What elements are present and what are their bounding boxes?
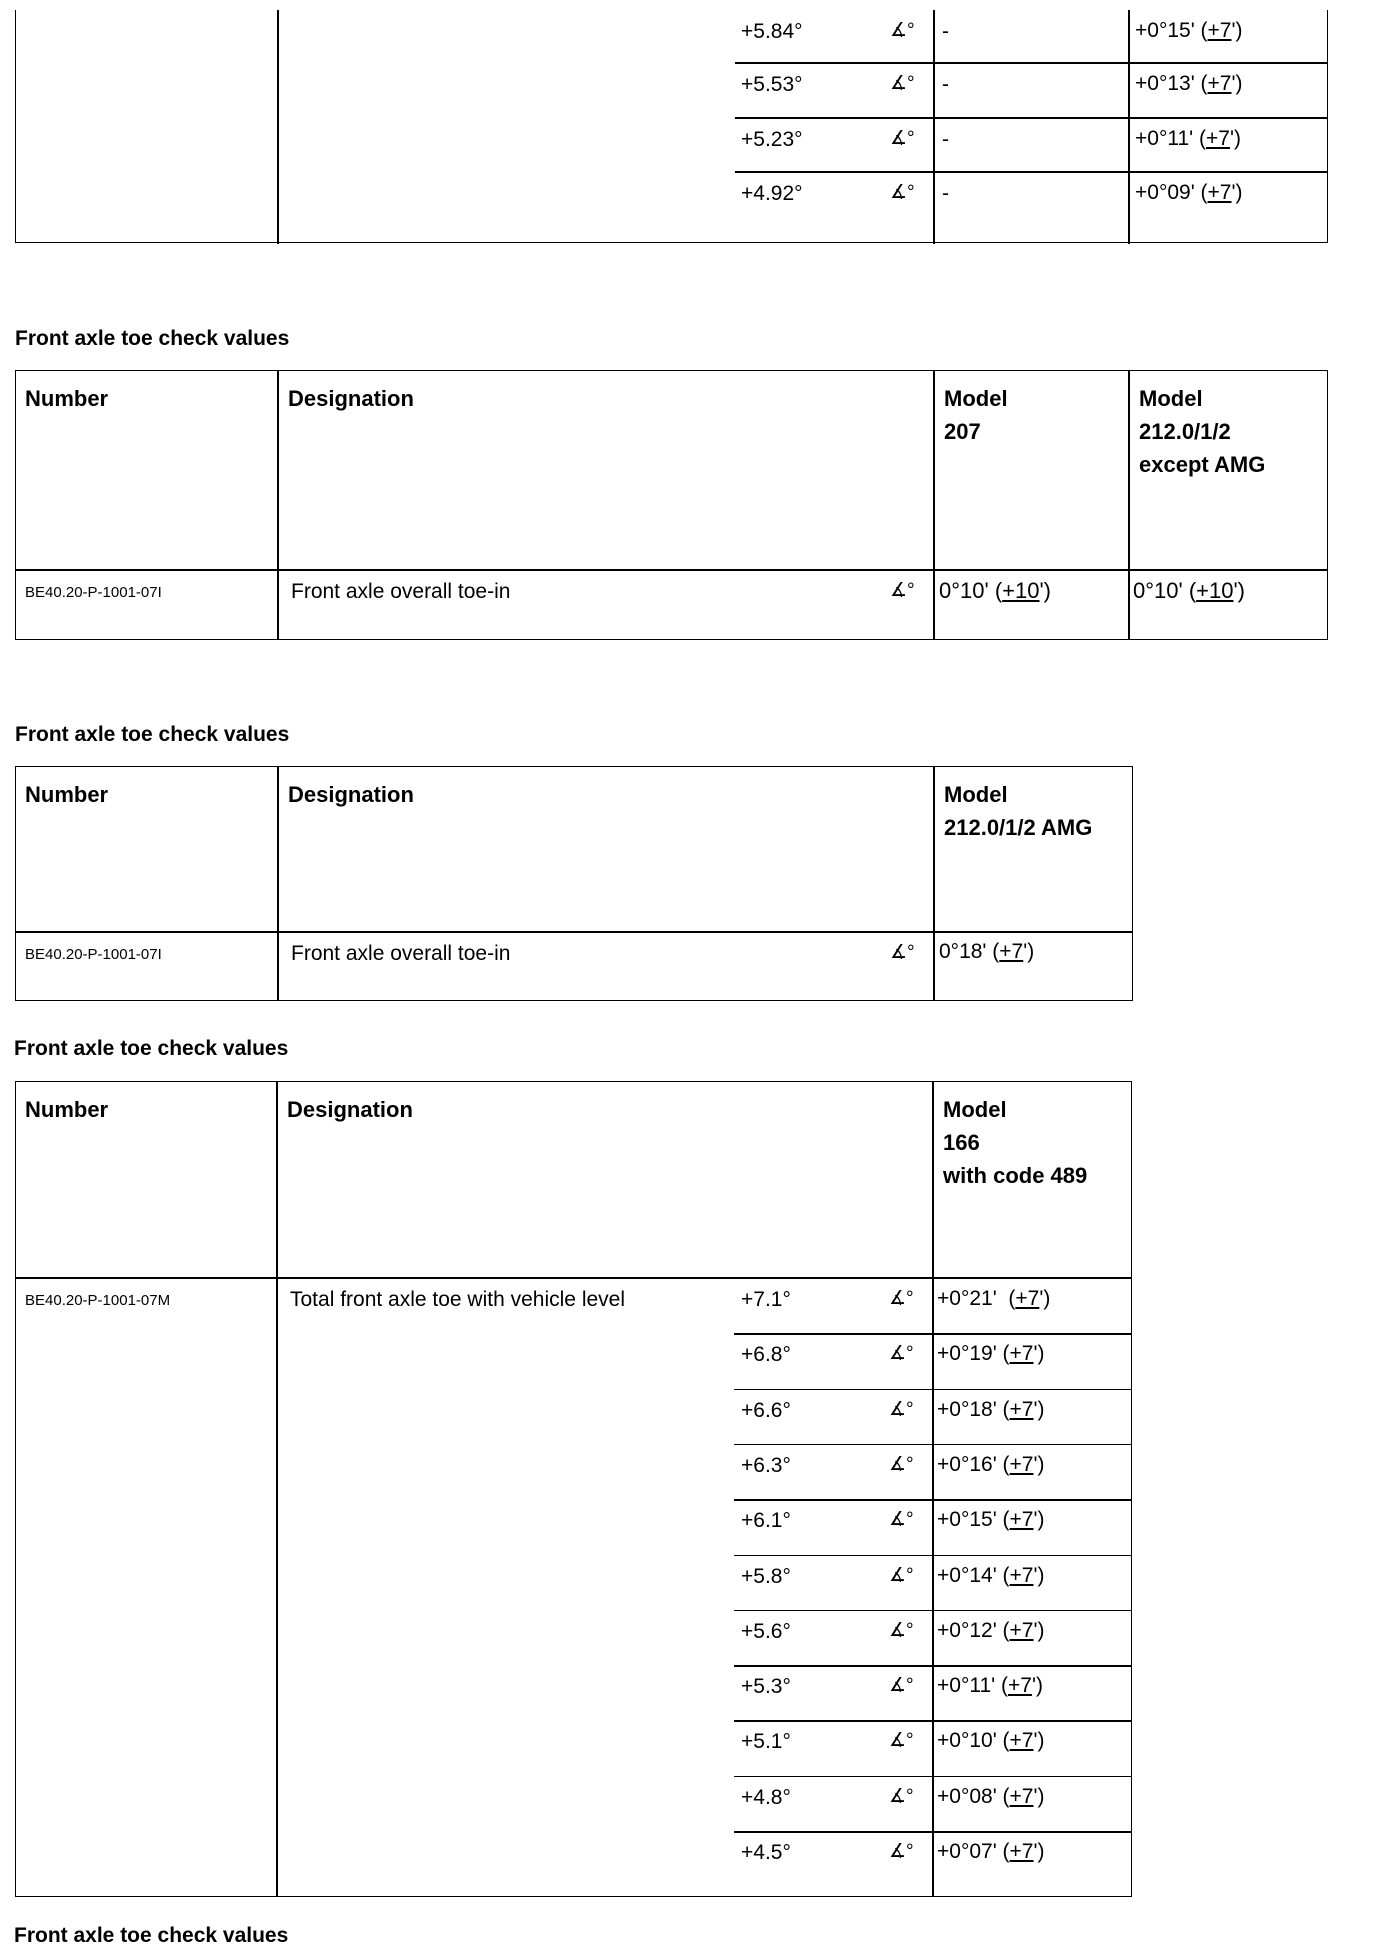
table-cell-level: +7.1°	[741, 1288, 791, 1311]
angle-symbol-icon: ∡°	[890, 73, 915, 94]
table-cell-level: +4.5°	[741, 1841, 791, 1864]
table-cell-number: BE40.20-P-1001-07I	[25, 584, 162, 601]
angle-symbol-icon: ∡°	[889, 1343, 914, 1365]
table-cell-value-b: +0°11' (+7')	[1135, 127, 1241, 150]
table-cell-level: +5.84°	[741, 20, 803, 43]
angle-symbol-icon: ∡°	[889, 1619, 914, 1641]
angle-symbol-icon: ∡°	[889, 1675, 914, 1697]
table-cell-value-a: -	[942, 20, 949, 43]
column-header-number: Number	[25, 1097, 109, 1122]
table-cell-value: +0°12' (+7')	[937, 1618, 1045, 1642]
angle-symbol-icon: ∡°	[890, 942, 915, 963]
table-cell-number: BE40.20-P-1001-07M	[25, 1292, 171, 1309]
table-cell-designation: Front axle overall toe-in	[291, 942, 511, 965]
angle-symbol-icon: ∡°	[890, 182, 915, 203]
table-cell-value: +0°11' (+7')	[937, 1674, 1043, 1698]
table-cell-value: +0°21' (+7')	[937, 1287, 1051, 1310]
table-cell-value: +0°07' (+7')	[937, 1840, 1045, 1863]
table-cell-level: +5.3°	[741, 1675, 791, 1699]
column-header-designation: Designation	[288, 782, 414, 807]
column-header-number: Number	[25, 782, 109, 807]
table-cell-level: +5.8°	[741, 1564, 791, 1588]
angle-symbol-icon: ∡°	[889, 1288, 914, 1309]
section-heading: Front axle toe check values	[14, 1037, 289, 1060]
angle-symbol-icon: ∡°	[889, 1730, 914, 1752]
table-cell-level: +5.53°	[741, 73, 803, 96]
table-cell-value: +0°19' (+7')	[937, 1342, 1045, 1366]
toe-table-207-212	[15, 370, 1328, 640]
table-cell-value-a: -	[942, 182, 949, 205]
table-cell-designation: Total front axle toe with vehicle level	[290, 1288, 626, 1311]
table-cell-value: +0°14' (+7')	[937, 1563, 1045, 1587]
table-cell-value-a: -	[942, 73, 949, 96]
table-cell-value-a: -	[942, 128, 949, 151]
angle-symbol-icon: ∡°	[889, 1564, 914, 1586]
table-cell-value: +0°15' (+7')	[937, 1508, 1045, 1532]
table-cell-value: +0°16' (+7')	[937, 1452, 1045, 1476]
table-cell-value-b: +0°13' (+7')	[1135, 72, 1243, 95]
angle-symbol-icon: ∡°	[889, 1785, 914, 1807]
angle-symbol-icon: ∡°	[889, 1509, 914, 1531]
angle-symbol-icon: ∡°	[889, 1453, 914, 1475]
toe-table-166	[15, 1081, 1132, 1897]
toe-table-212-amg	[15, 766, 1133, 1001]
table-cell-value-a: 0°10' (+10')	[939, 578, 1052, 603]
column-header-designation: Designation	[287, 1097, 413, 1122]
column-header-number: Number	[25, 386, 109, 411]
table-cell-value-b: +0°09' (+7')	[1135, 181, 1243, 204]
table-cell-level: +5.23°	[741, 128, 803, 151]
section-heading: Front axle toe check values	[15, 723, 290, 746]
table-cell-value-b: +0°15' (+7')	[1135, 19, 1243, 42]
angle-symbol-icon: ∡°	[889, 1398, 914, 1420]
table-cell-level: +6.1°	[741, 1509, 791, 1533]
column-header-model: Model 212.0/1/2 AMG	[944, 782, 1093, 840]
column-header-model-a: Model 207	[944, 386, 1008, 444]
angle-symbol-icon: ∡°	[890, 20, 915, 41]
table-cell-level: +5.6°	[741, 1619, 791, 1643]
angle-symbol-icon: ∡°	[889, 1841, 914, 1862]
table-cell-level: +6.6°	[741, 1398, 791, 1422]
column-header-model: Model 166 with code 489	[943, 1097, 1088, 1188]
table-cell-level: +6.8°	[741, 1343, 791, 1367]
table-cell-level: +4.92°	[741, 182, 803, 205]
table-cell-level: +6.3°	[741, 1453, 791, 1477]
table-cell-level: +4.8°	[741, 1785, 791, 1809]
continued-table	[15, 10, 1328, 244]
table-cell-value-b: 0°10' (+10')	[1133, 578, 1246, 603]
table-cell-designation: Front axle overall toe-in	[291, 580, 511, 603]
column-header-designation: Designation	[288, 386, 414, 411]
table-cell-number: BE40.20-P-1001-07I	[25, 946, 162, 963]
table-cell-value: 0°18' (+7')	[939, 940, 1035, 963]
table-cell-value: +0°18' (+7')	[937, 1397, 1045, 1421]
column-header-model-b: Model 212.0/1/2 except AMG	[1139, 386, 1266, 477]
table-cell-value: +0°08' (+7')	[937, 1784, 1045, 1808]
angle-symbol-icon: ∡°	[890, 580, 915, 601]
section-heading: Front axle toe check values	[15, 327, 290, 350]
section-heading: Front axle toe check values	[14, 1924, 289, 1947]
table-cell-value: +0°10' (+7')	[937, 1729, 1045, 1753]
angle-symbol-icon: ∡°	[890, 128, 915, 149]
table-cell-level: +5.1°	[741, 1730, 791, 1754]
